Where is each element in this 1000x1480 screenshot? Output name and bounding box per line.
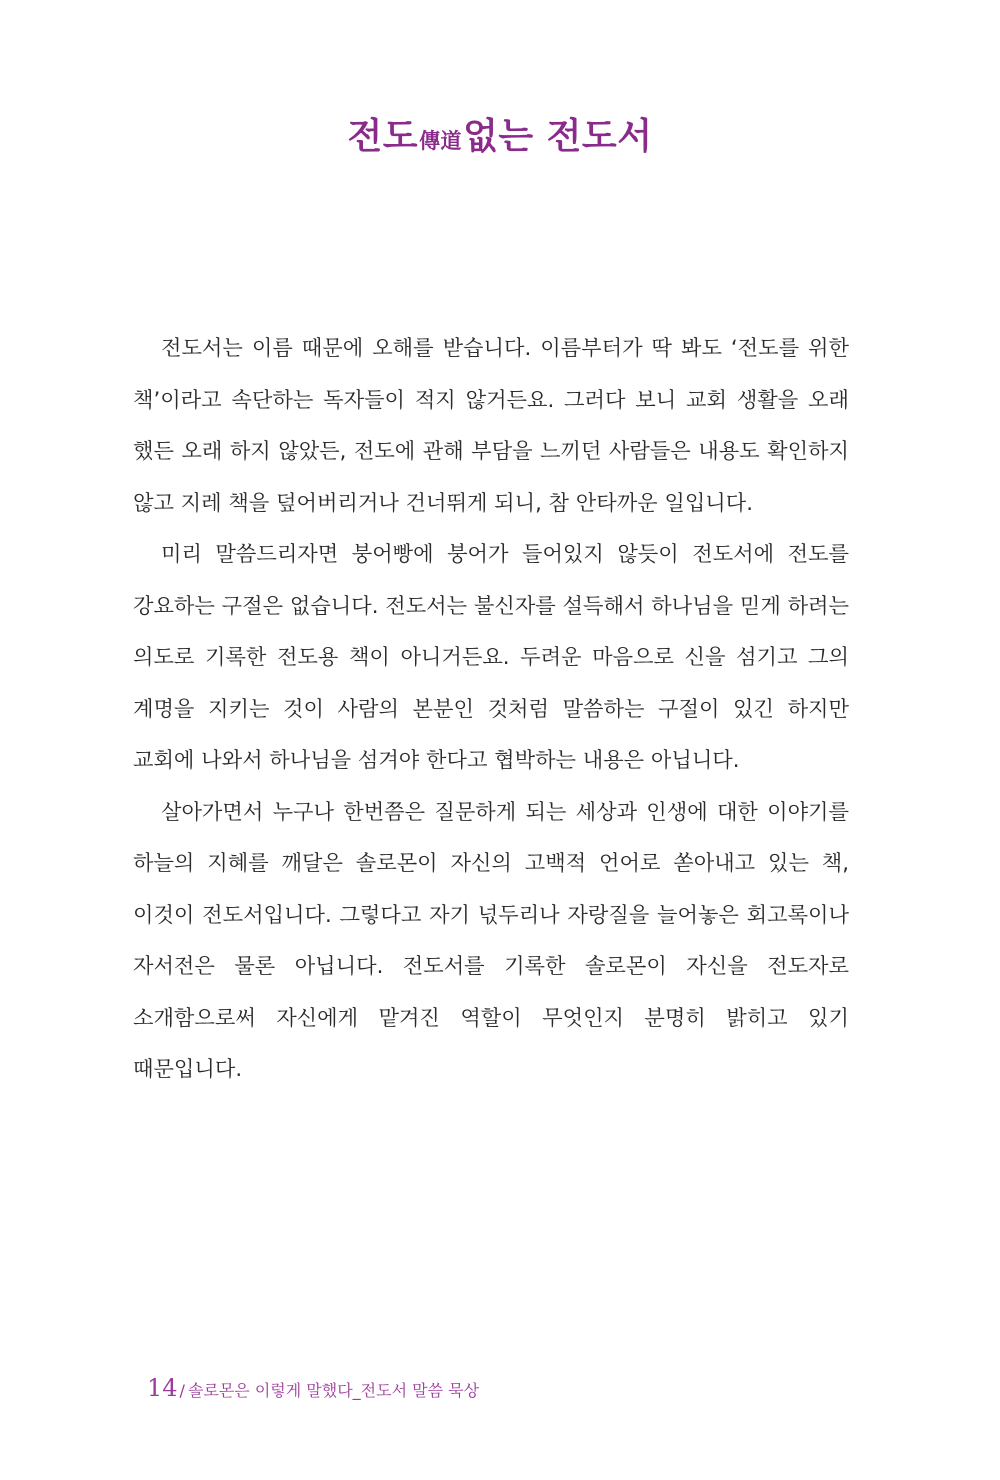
title-main-before: 전도 [347,116,419,157]
book-title: 솔로몬은 이렇게 말했다_전도서 말씀 묵상 [187,1381,480,1400]
page-number: 14 [147,1374,178,1402]
paragraph-1: 전도서는 이름 때문에 오해를 받습니다. 이름부터가 딱 봐도 ‘전도를 위한 책’이라고 속단하는 독자들이 적지 않거든요. 그러다 보니 교회 생활을 오래 했든 오래 하지 않았든, 전도에 관해 부담을 느끼던 사람들은 내용도 확인하지 않고 지레 책을 덮어버리거나 건너뛰게 되니, 참 안타까운 일입니다. [133,335,849,515]
body-text [133,322,849,1095]
title-hanja: 傳道 [419,129,463,153]
chapter-title [0,112,1000,166]
footer-separator: / [179,1381,185,1400]
paragraph-3: 살아가면서 누구나 한번쯤은 질문하게 되는 세상과 인생에 대한 이야기를 하늘의 지혜를 깨달은 솔로몬이 자신의 고백적 언어로 쏟아내고 있는 책, 이것이 전도서입니다. 그렇다고 자기 넋두리나 자랑질을 늘어놓은 회고록이나 자서전은 물론 아닙니다. 전도서를 기록한 솔로몬이 자신을 전도자로 소개함으로써 자신에게 맡겨진 역할이 무엇인지 분명히 밝히고 있기 때문입니다. [133,798,849,1081]
title-main-after: 없는 전도서 [463,116,653,157]
paragraph-2: 미리 말씀드리자면 붕어빵에 붕어가 들어있지 않듯이 전도서에 전도를 강요하는 구절은 없습니다. 전도서는 불신자를 설득해서 하나님을 믿게 하려는 의도로 기록한 전도용 책이 아니거든요. 두려운 마음으로 신을 섬기고 그의 계명을 지키는 것이 사람의 본분인 것처럼 말씀하는 구절이 있긴 하지만 교회에 나와서 하나님을 섬겨야 한다고 협박하는 내용은 아닙니다. [133,541,849,772]
page-footer [147,1373,479,1406]
